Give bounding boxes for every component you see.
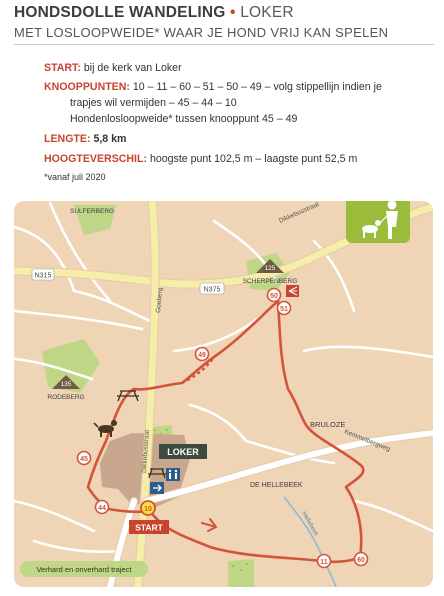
route-segment-east [150,301,363,562]
map-legend [20,561,148,577]
start-marker[interactable] [129,520,169,534]
dog-walker-icon [346,201,410,243]
knooppunten-line3: Hondenlosloopweide* tussen knooppunt 45 – 49 [70,113,298,125]
road-goeberg-label: Goeberg [155,287,165,314]
svg-text:START: START [135,522,163,533]
knooppunten-line2: trapjes wil vermijden – 45 – 44 – 10 [70,97,237,109]
dog-icon [94,420,117,437]
place-rodeberg: RODEBERG [47,394,85,401]
node-11[interactable] [318,555,331,568]
node-44[interactable] [96,501,109,514]
route-title [14,4,294,22]
route-subtitle: MET LOSLOOPWEIDE* WAAR JE HOND VRIJ KAN SPELEN [14,25,389,40]
place-scherpenberg: SCHERPENBERG [242,278,298,285]
route-segment-north [182,301,278,383]
node-50[interactable] [268,289,281,302]
place-sulferberg: SULFERBERG [70,208,115,215]
node-49[interactable] [196,348,209,361]
road-n375-label [200,283,224,294]
svg-text:10: 10 [144,505,152,513]
road-dikkebusstraat-bottom: Dikkebusstraat [141,429,151,474]
hoogte-label: HOOGTEVERSCHIL: [44,153,147,165]
title-main: HONDSDOLLE WANDELING [14,4,226,21]
hellebeek-stream [284,497,336,587]
info-hoogte [44,153,357,165]
svg-text:LOKER: LOKER [167,447,199,457]
route-map[interactable] [14,201,433,587]
svg-text:50: 50 [270,292,278,300]
node-60[interactable] [355,553,368,566]
place-bruloze: BRULOZE [310,420,346,429]
svg-text:51: 51 [280,305,288,313]
info-lengte [44,133,126,145]
road-kemmelbergweg-label: Kemmelbergweg [343,428,392,454]
legend-text: Verhard en onverhard traject [36,565,132,574]
viewpoint-icon [286,285,299,297]
loker-label [159,444,207,459]
svg-text:11: 11 [320,558,328,566]
svg-text:N315: N315 [34,272,52,280]
place-de-hellebeek: DE HELLEBEEK [250,482,303,489]
map-canvas [14,201,433,587]
road-dikkebusstraat-top: Dikkebusstraat [277,201,321,225]
svg-text:N375: N375 [203,286,221,294]
header-divider [14,44,434,45]
lengte-label: LENGTE: [44,133,91,145]
info-knooppunten [44,81,382,93]
lengte-value: 5,8 km [93,133,127,145]
rodeberg-height: 135 [60,381,72,388]
svg-text:49: 49 [198,351,206,359]
direction-arrow-icon [202,519,216,531]
title-separator: • [230,4,236,21]
node-51[interactable] [278,302,291,315]
start-label: START: [44,62,81,74]
svg-text:45: 45 [80,455,88,463]
scherpenberg-height: 125 [264,265,276,272]
field [228,559,254,587]
svg-text:60: 60 [357,556,365,564]
knooppunten-label: KNOOPPUNTEN: [44,81,130,93]
start-value: bij de kerk van Loker [83,62,182,74]
stream-hellebeek-label: Hellebeek [300,511,319,538]
node-10[interactable] [141,501,155,515]
node-45[interactable] [78,452,91,465]
info-start [44,62,182,74]
knooppunten-line1: 10 – 11 – 60 – 51 – 50 – 49 – volg stippellijn indien je [132,81,382,93]
parking-icon [150,482,164,494]
date-note: *vanaf juli 2020 [44,172,106,182]
title-location: LOKER [240,4,294,21]
svg-text:44: 44 [98,504,106,512]
hoogte-value: hoogste punt 102,5 m – laagste punt 52,5 m [149,153,358,165]
toilet-icon [166,468,180,481]
road-n315-label [32,269,54,280]
